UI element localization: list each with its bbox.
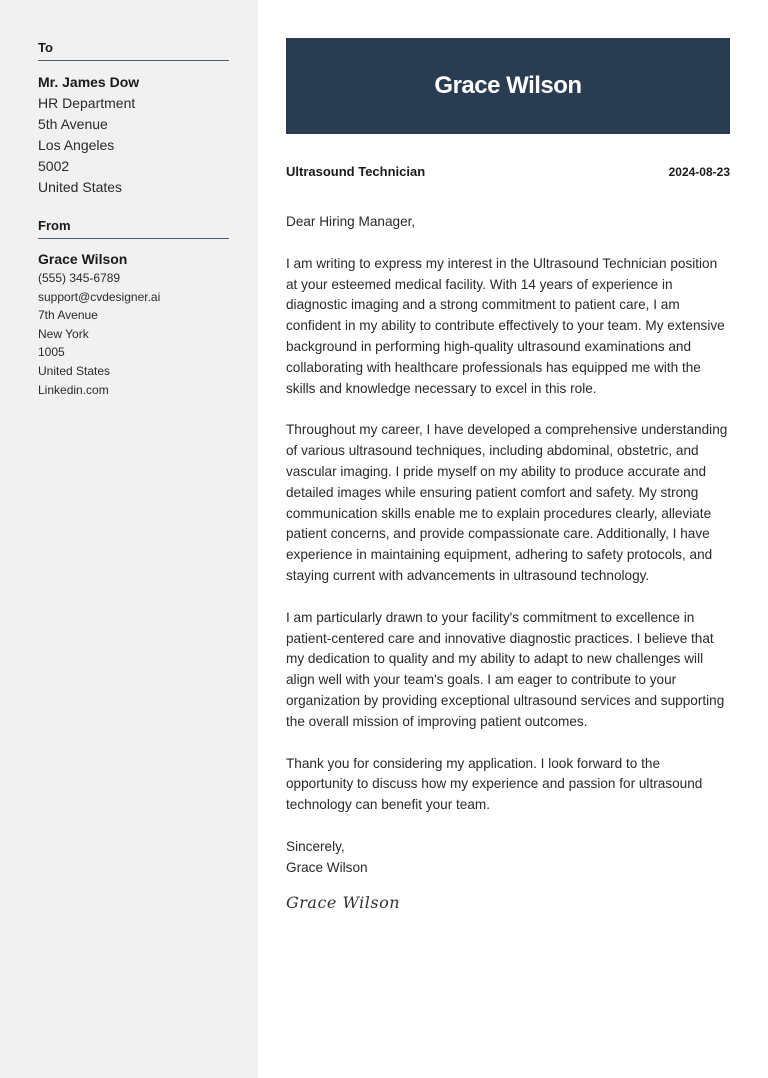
letter-date: 2024-08-23 bbox=[668, 165, 730, 179]
job-title: Ultrasound Technician bbox=[286, 164, 426, 179]
sender-street: 7th Avenue bbox=[38, 308, 98, 323]
sender-zip: 1005 bbox=[38, 345, 65, 360]
closing: Sincerely, bbox=[286, 838, 345, 854]
closing-name: Grace Wilson bbox=[286, 859, 368, 875]
recipient-country: United States bbox=[38, 179, 123, 195]
paragraph-4: Thank you for considering my application. I look forward to the opportunity to discuss how my experience and passion for ultrasound technology can benefit your team. bbox=[286, 755, 703, 813]
recipient-street: 5th Avenue bbox=[38, 116, 108, 132]
recipient-section bbox=[38, 40, 229, 198]
letter-meta bbox=[286, 164, 730, 179]
sender-name: Grace Wilson bbox=[38, 251, 128, 267]
sender-linkedin: Linkedin.com bbox=[38, 382, 109, 397]
recipient-name: Mr. James Dow bbox=[38, 74, 140, 90]
header-name: Grace Wilson bbox=[434, 72, 582, 99]
sender-country: United States bbox=[38, 363, 111, 378]
sender-city: New York bbox=[38, 326, 89, 341]
letter-body bbox=[286, 212, 730, 913]
sender-email: support@cvdesigner.ai bbox=[38, 289, 161, 304]
signature: Grace Wilson bbox=[286, 892, 401, 912]
sidebar bbox=[0, 0, 258, 1078]
salutation: Dear Hiring Manager, bbox=[286, 214, 416, 229]
paragraph-1: I am writing to express my interest in the Ultrasound Technician position at your esteemed medical facility. With 14 years of experience in diagnostic imaging and a strong commitment to patient care, I am confident in my ability to contribute effectively to your team. My extensive background in performing high-quality ultrasound examinations and collaborating with healthcare professionals has equipped me with the skills and knowledge necessary to excel in this role. bbox=[286, 255, 725, 396]
recipient-department: HR Department bbox=[38, 95, 136, 111]
recipient-heading: To bbox=[38, 40, 229, 61]
paragraph-3: I am particularly drawn to your facility's commitment to excellence in patient-centered care and innovative diagnostic practices. I believe that my dedication to quality and my ability to adapt to new challenges will align well with your team's goals. I am eager to contribute to your organization by providing exceptional ultrasound services and supporting the overall mission of improving patient outcomes. bbox=[286, 609, 725, 729]
paragraph-2: Throughout my career, I have developed a comprehensive understanding of various ultrasound techniques, including abdominal, obstetric, and vascular imaging. I pride myself on my ability to produce accurate and detailed images while ensuring patient comfort and safety. My strong communication skills enable me to explain procedures clearly, alleviate patient concerns, and provide compassionate care. Additionally, I have experience in maintaining equipment, adhering to safety protocols, and staying current with advancements in ultrasound technology. bbox=[286, 422, 728, 583]
recipient-zip: 5002 bbox=[38, 158, 70, 174]
sender-phone: (555) 345-6789 bbox=[38, 271, 121, 285]
sender-section bbox=[38, 218, 229, 399]
name-header bbox=[286, 38, 730, 134]
sender-heading: From bbox=[38, 218, 229, 239]
recipient-city: Los Angeles bbox=[38, 137, 115, 153]
